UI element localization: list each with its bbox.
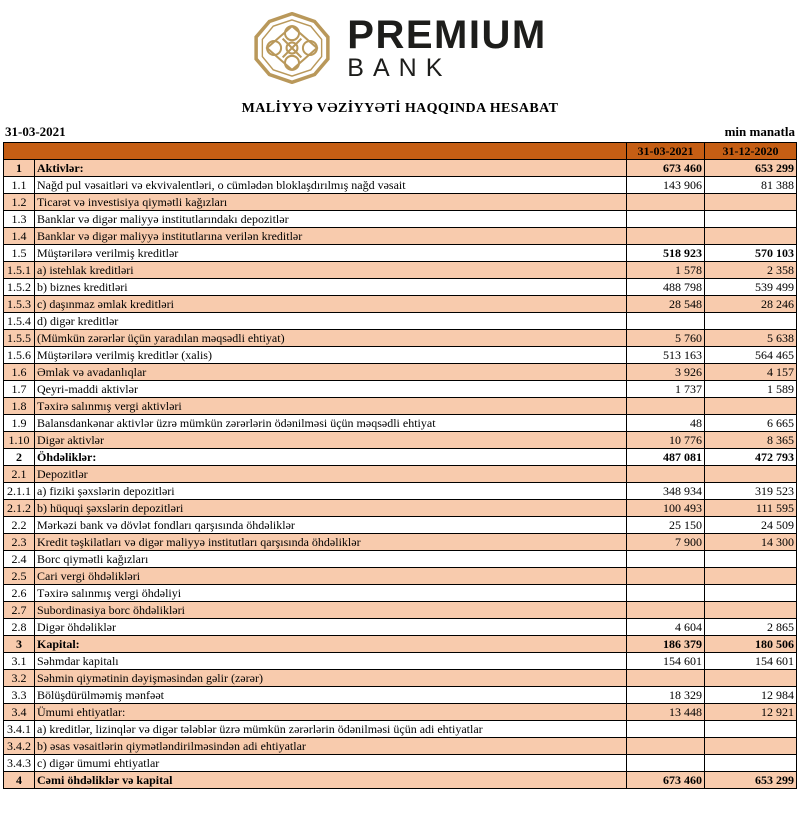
row-number: 3.1 xyxy=(4,653,35,670)
row-label: Ticarət və investisiya qiymətli kağızları xyxy=(35,194,627,211)
value-previous: 4 157 xyxy=(705,364,797,381)
table-row xyxy=(4,194,797,211)
header-col-previous: 31-12-2020 xyxy=(705,143,797,160)
row-number: 1.1 xyxy=(4,177,35,194)
table-row xyxy=(4,619,797,636)
table-row xyxy=(4,466,797,483)
row-number: 1.8 xyxy=(4,398,35,415)
row-number: 1.5.3 xyxy=(4,296,35,313)
table-row xyxy=(4,432,797,449)
table-row xyxy=(4,500,797,517)
row-label: b) biznes kreditləri xyxy=(35,279,627,296)
row-label: Müştərilərə verilmiş kreditlər (xalis) xyxy=(35,347,627,364)
value-current: 100 493 xyxy=(627,500,705,517)
row-label: a) istehlak kreditləri xyxy=(35,262,627,279)
table-row xyxy=(4,160,797,177)
value-previous xyxy=(705,398,797,415)
row-label: Subordinasiya borc öhdəlikləri xyxy=(35,602,627,619)
row-number: 2.1.2 xyxy=(4,500,35,517)
row-label: a) fiziki şəxslərin depozitləri xyxy=(35,483,627,500)
value-previous: 81 388 xyxy=(705,177,797,194)
row-number: 3.2 xyxy=(4,670,35,687)
table-row xyxy=(4,177,797,194)
row-label: (Mümkün zərərlər üçün yaradılan məqsədli ehtiyat) xyxy=(35,330,627,347)
unit-label: min manatla xyxy=(724,124,795,139)
value-previous xyxy=(705,568,797,585)
value-current xyxy=(627,466,705,483)
value-current xyxy=(627,755,705,772)
value-previous: 8 365 xyxy=(705,432,797,449)
row-label: Ümumi ehtiyatlar: xyxy=(35,704,627,721)
brand-text xyxy=(347,12,547,82)
table-row xyxy=(4,738,797,755)
value-previous xyxy=(705,602,797,619)
row-number: 2.5 xyxy=(4,568,35,585)
value-current xyxy=(627,551,705,568)
value-previous xyxy=(705,755,797,772)
row-number: 4 xyxy=(4,772,35,789)
table-row xyxy=(4,721,797,738)
value-current: 28 548 xyxy=(627,296,705,313)
header-col-current: 31-03-2021 xyxy=(627,143,705,160)
value-current: 18 329 xyxy=(627,687,705,704)
row-label: Əmlak və avadanlıqlar xyxy=(35,364,627,381)
table-row xyxy=(4,262,797,279)
row-number: 2.4 xyxy=(4,551,35,568)
row-label: a) kreditlər, lizinqlər və digər tələblər üzrə mümkün zərərlərin ödənilməsi üçün adi ehtiyatlar xyxy=(35,721,627,738)
value-current xyxy=(627,194,705,211)
row-number: 2.1.1 xyxy=(4,483,35,500)
row-label: Səhmdar kapitalı xyxy=(35,653,627,670)
value-current: 5 760 xyxy=(627,330,705,347)
value-previous: 111 595 xyxy=(705,500,797,517)
value-current xyxy=(627,585,705,602)
report-date: 31-03-2021 xyxy=(5,124,66,139)
value-current: 3 926 xyxy=(627,364,705,381)
table-row xyxy=(4,534,797,551)
bank-logo xyxy=(3,8,797,88)
table-row xyxy=(4,313,797,330)
row-label: Təxirə salınmış vergi öhdəliyi xyxy=(35,585,627,602)
value-current: 10 776 xyxy=(627,432,705,449)
value-previous: 24 509 xyxy=(705,517,797,534)
row-label: Aktivlər: xyxy=(35,160,627,177)
value-current: 25 150 xyxy=(627,517,705,534)
table-row xyxy=(4,364,797,381)
row-number: 1 xyxy=(4,160,35,177)
row-label: Depozitlər xyxy=(35,466,627,483)
table-row xyxy=(4,296,797,313)
value-current: 348 934 xyxy=(627,483,705,500)
table-body xyxy=(4,160,797,789)
value-current: 488 798 xyxy=(627,279,705,296)
row-label: c) daşınmaz əmlak kreditləri xyxy=(35,296,627,313)
row-number: 3.4.1 xyxy=(4,721,35,738)
celtic-knot-icon xyxy=(253,12,331,84)
row-number: 2.3 xyxy=(4,534,35,551)
value-current xyxy=(627,568,705,585)
row-label: d) digər kreditlər xyxy=(35,313,627,330)
value-current: 13 448 xyxy=(627,704,705,721)
row-number: 2.1 xyxy=(4,466,35,483)
row-label: Qeyri-maddi aktivlər xyxy=(35,381,627,398)
table-row xyxy=(4,381,797,398)
table-row xyxy=(4,687,797,704)
row-number: 2.2 xyxy=(4,517,35,534)
row-label: Bölüşdürülməmiş mənfəət xyxy=(35,687,627,704)
table-row xyxy=(4,330,797,347)
table-row xyxy=(4,245,797,262)
row-number: 1.5.2 xyxy=(4,279,35,296)
table-row xyxy=(4,228,797,245)
table-row xyxy=(4,449,797,466)
value-previous: 319 523 xyxy=(705,483,797,500)
value-previous xyxy=(705,738,797,755)
brand-name: PREMIUM xyxy=(347,12,547,57)
value-current: 154 601 xyxy=(627,653,705,670)
value-previous: 12 984 xyxy=(705,687,797,704)
value-previous: 570 103 xyxy=(705,245,797,262)
table-row xyxy=(4,585,797,602)
header-empty-cell xyxy=(4,143,627,160)
value-previous: 180 506 xyxy=(705,636,797,653)
value-current xyxy=(627,313,705,330)
row-number: 1.10 xyxy=(4,432,35,449)
value-previous: 539 499 xyxy=(705,279,797,296)
row-number: 3 xyxy=(4,636,35,653)
table-row xyxy=(4,602,797,619)
row-number: 3.4.2 xyxy=(4,738,35,755)
value-previous: 653 299 xyxy=(705,772,797,789)
row-label: b) hüquqi şəxslərin depozitləri xyxy=(35,500,627,517)
row-label: Öhdəliklər: xyxy=(35,449,627,466)
report-title: MALİYYƏ VƏZİYYƏTİ HAQQINDA HESABAT xyxy=(241,101,559,116)
row-number: 1.5.5 xyxy=(4,330,35,347)
row-number: 3.4.3 xyxy=(4,755,35,772)
table-row xyxy=(4,670,797,687)
row-number: 1.5 xyxy=(4,245,35,262)
value-current xyxy=(627,721,705,738)
value-previous xyxy=(705,585,797,602)
value-current: 143 906 xyxy=(627,177,705,194)
row-number: 3.4 xyxy=(4,704,35,721)
table-row xyxy=(4,483,797,500)
value-current: 673 460 xyxy=(627,160,705,177)
value-current: 7 900 xyxy=(627,534,705,551)
brand-subtitle: BANK xyxy=(347,53,452,82)
value-current: 487 081 xyxy=(627,449,705,466)
value-previous xyxy=(705,466,797,483)
value-previous: 564 465 xyxy=(705,347,797,364)
value-current: 673 460 xyxy=(627,772,705,789)
row-label: Müştərilərə verilmiş kreditlər xyxy=(35,245,627,262)
table-row xyxy=(4,347,797,364)
row-number: 1.5.6 xyxy=(4,347,35,364)
value-previous xyxy=(705,313,797,330)
row-number: 2.7 xyxy=(4,602,35,619)
table-row xyxy=(4,568,797,585)
value-previous: 1 589 xyxy=(705,381,797,398)
value-current: 48 xyxy=(627,415,705,432)
row-number: 1.6 xyxy=(4,364,35,381)
value-current: 186 379 xyxy=(627,636,705,653)
row-number: 1.4 xyxy=(4,228,35,245)
value-current xyxy=(627,670,705,687)
value-previous: 5 638 xyxy=(705,330,797,347)
value-previous xyxy=(705,670,797,687)
table-row xyxy=(4,704,797,721)
value-previous: 14 300 xyxy=(705,534,797,551)
row-label: Cəmi öhdəliklər və kapital xyxy=(35,772,627,789)
row-label: Mərkəzi bank və dövlət fondları qarşısında öhdəliklər xyxy=(35,517,627,534)
value-current: 518 923 xyxy=(627,245,705,262)
table-row xyxy=(4,636,797,653)
row-label: Banklar və digər maliyyə institutlarındakı depozitlər xyxy=(35,211,627,228)
value-previous xyxy=(705,228,797,245)
row-number: 1.7 xyxy=(4,381,35,398)
value-previous: 28 246 xyxy=(705,296,797,313)
value-previous: 653 299 xyxy=(705,160,797,177)
value-previous xyxy=(705,194,797,211)
value-current: 1 737 xyxy=(627,381,705,398)
row-number: 2 xyxy=(4,449,35,466)
row-label: Təxirə salınmış vergi aktivləri xyxy=(35,398,627,415)
table-row xyxy=(4,755,797,772)
row-label: Banklar və digər maliyyə institutlarına verilən kreditlər xyxy=(35,228,627,245)
row-label: c) digər ümumi ehtiyatlar xyxy=(35,755,627,772)
row-number: 2.6 xyxy=(4,585,35,602)
value-current xyxy=(627,738,705,755)
row-label: Digər öhdəliklər xyxy=(35,619,627,636)
value-previous: 2 358 xyxy=(705,262,797,279)
table-row xyxy=(4,211,797,228)
value-current: 513 163 xyxy=(627,347,705,364)
row-label: Səhmin qiymətinin dəyişməsindən gəlir (zərər) xyxy=(35,670,627,687)
financial-position-table xyxy=(3,142,797,789)
table-row xyxy=(4,653,797,670)
row-label: Digər aktivlər xyxy=(35,432,627,449)
value-previous: 2 865 xyxy=(705,619,797,636)
value-current xyxy=(627,228,705,245)
table-row xyxy=(4,551,797,568)
row-number: 1.9 xyxy=(4,415,35,432)
table-row xyxy=(4,517,797,534)
value-current xyxy=(627,211,705,228)
row-label: Cari vergi öhdəlikləri xyxy=(35,568,627,585)
row-label: Kredit təşkilatları və digər maliyyə institutları qarşısında öhdəliklər xyxy=(35,534,627,551)
row-number: 1.5.1 xyxy=(4,262,35,279)
table-row xyxy=(4,279,797,296)
table-row xyxy=(4,398,797,415)
row-label: Nağd pul vəsaitləri və ekvivalentləri, o cümlədən bloklaşdırılmış nağd vəsait xyxy=(35,177,627,194)
value-current: 4 604 xyxy=(627,619,705,636)
value-previous: 12 921 xyxy=(705,704,797,721)
row-number: 1.5.4 xyxy=(4,313,35,330)
row-number: 1.3 xyxy=(4,211,35,228)
row-number: 3.3 xyxy=(4,687,35,704)
value-previous xyxy=(705,551,797,568)
row-label: Balansdankənar aktivlər üzrə mümkün zərərlərin ödənilməsi üçün məqsədli ehtiyat xyxy=(35,415,627,432)
row-label: Kapital: xyxy=(35,636,627,653)
value-previous: 472 793 xyxy=(705,449,797,466)
row-number: 2.8 xyxy=(4,619,35,636)
value-previous xyxy=(705,721,797,738)
value-previous xyxy=(705,211,797,228)
row-number: 1.2 xyxy=(4,194,35,211)
row-label: Borc qiymətli kağızları xyxy=(35,551,627,568)
value-previous: 154 601 xyxy=(705,653,797,670)
row-label: b) əsas vəsaitlərin qiymətləndirilməsindən adi ehtiyatlar xyxy=(35,738,627,755)
table-header-row xyxy=(4,143,797,160)
value-current xyxy=(627,398,705,415)
value-current xyxy=(627,602,705,619)
table-row xyxy=(4,415,797,432)
value-previous: 6 665 xyxy=(705,415,797,432)
table-row xyxy=(4,772,797,789)
report-meta xyxy=(3,124,797,140)
value-current: 1 578 xyxy=(627,262,705,279)
